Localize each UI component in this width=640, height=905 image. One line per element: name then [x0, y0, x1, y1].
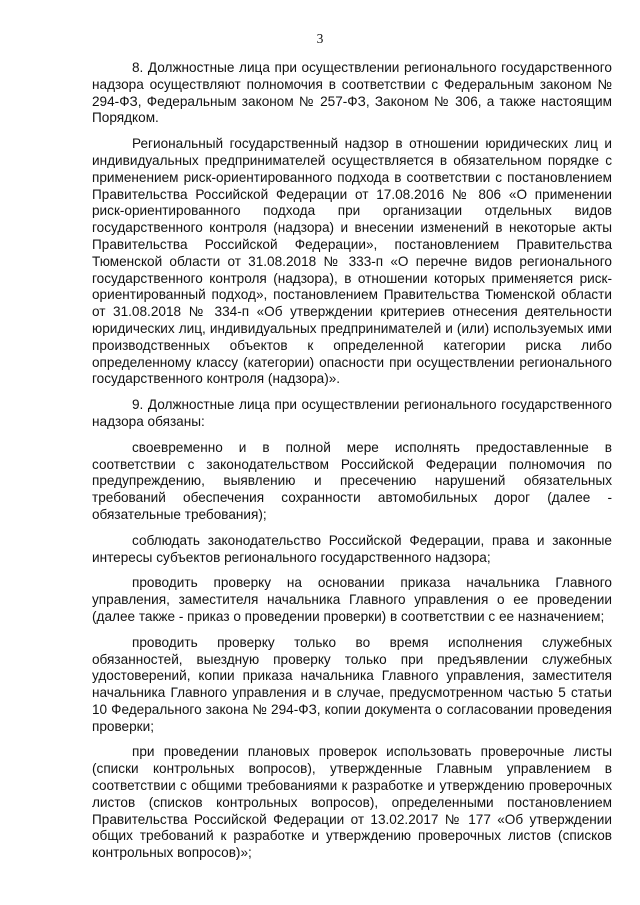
paragraph-duty-checklists: при проведении плановых проверок использовать проверочные листы (списки контрольных вопросов), утвержденные Главным управлением в соответствии с общими требованиями к разработке и утверждению проверочных листов (списков контрольных вопросов), определенными постановлением Правительства Российской Федерации от 13.02.2017 № 177 «Об утверждении общих требований к разработке и утверждению проверочных листов (списков контрольных вопросов)»;	[92, 744, 612, 861]
paragraph-risk-approach: Региональный государственный надзор в отношении юридических лиц и индивидуальных предпринимателей осуществляется в обязательном порядке с применением риск-ориентированного подхода в соответствии с постановлением Правительства Российской Федерации от 17.08.2016 № 806 «О применении риск-ориентированного подхода при организации отдельных видов государственного контроля (надзора) и внесении изменений в некоторые акты Правительства Российской Федерации», постановлением Правительства Тюменской области от 31.08.2018 № 333-п «О перечне видов регионального государственного контроля (надзора), в отношении которых применяется риск-ориентированный подход», постановлением Правительства Тюменской области от 31.08.2018 № 334-п «Об утверждении критериев отнесения деятельности юридических лиц, индивидуальных предпринимателей и (или) используемых ими производственных объектов к определенной категории риска либо определенному классу (категории) опасности при осуществлении регионального государственного контроля (надзора)».	[92, 136, 612, 387]
paragraph-duty-fulfill: своевременно и в полной мере исполнять предоставленные в соответствии с законодательством Российской Федерации полномочия по предупреждению, выявлению и пресечению нарушений обязательных требований обеспечения сохранности автомобильных дорог (далее - обязательные требования);	[92, 439, 612, 522]
page-number: 3	[316, 31, 324, 46]
paragraph-item-9: 9. Должностные лица при осуществлении регионального государственного надзора обязаны:	[92, 397, 612, 429]
paragraph-duty-service-time: проводить проверку только во время исполнения служебных обязанностей, выездную проверку только при предъявлении служебных удостоверений, копии приказа начальника Главного управления, заместителя начальника Главного управления и в случае, предусмотренном частью 5 статьи 10 Федерального закона № 294-ФЗ, копии документа о согласовании проведения проверки;	[92, 634, 612, 734]
paragraph-duty-comply: соблюдать законодательство Российской Федерации, права и законные интересы субъектов регионального государственного надзора;	[92, 532, 612, 565]
document-body	[92, 60, 612, 871]
paragraph-duty-order: проводить проверку на основании приказа начальника Главного управления, заместителя начальника Главного управления о ее проведении (далее также - приказ о проведении проверки) в соответствии с ее назначением;	[92, 575, 612, 624]
paragraph-item-8: 8. Должностные лица при осуществлении регионального государственного надзора осуществляют полномочия в соответствии с Федеральным законом № 294-ФЗ, Федеральным законом № 257-ФЗ, Законом № 306, а также настоящим Порядком.	[92, 60, 612, 126]
